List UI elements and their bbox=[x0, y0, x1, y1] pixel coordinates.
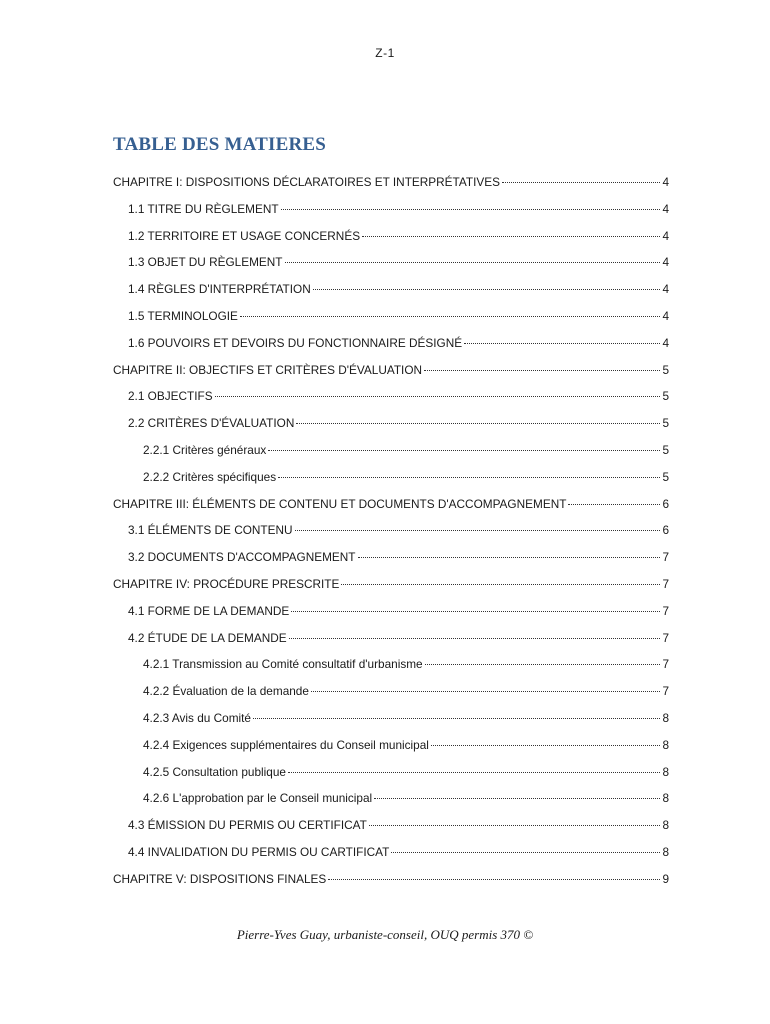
toc-entry[interactable] bbox=[113, 519, 669, 546]
toc-entry[interactable] bbox=[113, 734, 669, 761]
toc-dot-leader bbox=[291, 611, 660, 612]
toc-entry[interactable] bbox=[113, 493, 669, 520]
toc-dot-leader bbox=[268, 450, 660, 451]
toc-dot-leader bbox=[502, 182, 660, 183]
toc-dot-leader bbox=[288, 772, 660, 773]
toc-entry-label: 4.1 FORME DE LA DEMANDE bbox=[128, 603, 290, 618]
toc-dot-leader bbox=[341, 584, 660, 585]
toc-entry-label: CHAPITRE IV: PROCÉDURE PRESCRITE bbox=[113, 576, 340, 591]
toc-entry[interactable] bbox=[113, 278, 669, 305]
toc-entry-label: 4.2 ÉTUDE DE LA DEMANDE bbox=[128, 630, 287, 645]
toc-entry-page-number: 5 bbox=[662, 469, 669, 484]
toc-entry-label: 4.2.5 Consultation publique bbox=[143, 764, 286, 779]
toc-entry-label: 1.6 POUVOIRS ET DEVOIRS DU FONCTIONNAIRE DÉSIGNÉ bbox=[128, 335, 463, 350]
toc-entry[interactable] bbox=[113, 787, 669, 814]
toc-entry[interactable] bbox=[113, 385, 669, 412]
toc-dot-leader bbox=[253, 718, 660, 719]
toc-dot-leader bbox=[369, 825, 661, 826]
toc-dot-leader bbox=[311, 691, 661, 692]
toc-title: TABLE DES MATIERES bbox=[113, 134, 327, 155]
toc-entry[interactable] bbox=[113, 466, 669, 493]
toc-entry[interactable] bbox=[113, 332, 669, 359]
toc-dot-leader bbox=[431, 745, 661, 746]
toc-entry-page-number: 7 bbox=[662, 550, 669, 565]
toc-entry-page-number: 4 bbox=[662, 335, 669, 350]
toc-entry[interactable] bbox=[113, 412, 669, 439]
toc-dot-leader bbox=[424, 370, 660, 371]
toc-entry[interactable] bbox=[113, 171, 669, 198]
toc-entry-page-number: 7 bbox=[662, 603, 669, 618]
toc-entry-label: CHAPITRE V: DISPOSITIONS FINALES bbox=[113, 871, 327, 886]
page-header: Z-1 bbox=[375, 46, 395, 60]
toc-entry[interactable] bbox=[113, 841, 669, 868]
toc-dot-leader bbox=[215, 396, 661, 397]
toc-entry-label: 2.2 CRITÈRES D'ÉVALUATION bbox=[128, 416, 295, 431]
toc-entry-page-number: 8 bbox=[662, 791, 669, 806]
toc-entry-page-number: 6 bbox=[662, 523, 669, 538]
toc-entry-label: 1.3 OBJET DU RÈGLEMENT bbox=[128, 255, 283, 270]
toc-dot-leader bbox=[362, 236, 660, 237]
toc-entry-page-number: 7 bbox=[662, 657, 669, 672]
toc-dot-leader bbox=[374, 798, 660, 799]
toc-entry-label: 4.2.4 Exigences supplémentaires du Conseil municipal bbox=[143, 737, 429, 752]
toc-entry[interactable] bbox=[113, 653, 669, 680]
toc-entry-label: CHAPITRE I: DISPOSITIONS DÉCLARATOIRES ET INTERPRÉTATIVES bbox=[113, 175, 500, 189]
toc-entry-page-number: 5 bbox=[662, 389, 669, 404]
toc-entry-page-number: 6 bbox=[662, 496, 669, 511]
toc-entry-page-number: 4 bbox=[662, 255, 669, 270]
toc-entry-label: 4.2.6 L'approbation par le Conseil municipal bbox=[143, 791, 373, 806]
toc-entry-page-number: 8 bbox=[662, 710, 669, 725]
toc-entry-page-number: 7 bbox=[662, 684, 669, 699]
toc-dot-leader bbox=[296, 423, 660, 424]
toc-entry-page-number: 4 bbox=[662, 228, 669, 243]
toc-entry-label: CHAPITRE II: OBJECTIFS ET CRITÈRES D'ÉVALUATION bbox=[113, 362, 423, 377]
toc-entry-page-number: 8 bbox=[662, 818, 669, 833]
toc-entry[interactable] bbox=[113, 814, 669, 841]
toc-entry-page-number: 8 bbox=[662, 844, 669, 859]
toc-entry-label: CHAPITRE III: ÉLÉMENTS DE CONTENU ET DOCUMENTS D'ACCOMPAGNEMENT bbox=[113, 496, 567, 511]
toc-entry-label: 4.2.3 Avis du Comité bbox=[143, 710, 251, 725]
toc-entry-label: 4.3 ÉMISSION DU PERMIS OU CERTIFICAT bbox=[128, 818, 367, 833]
toc-entry-page-number: 5 bbox=[662, 362, 669, 377]
toc-dot-leader bbox=[464, 343, 660, 344]
toc-entry-page-number: 7 bbox=[662, 576, 669, 591]
toc-dot-leader bbox=[240, 316, 661, 317]
toc-entry[interactable] bbox=[113, 305, 669, 332]
toc-entry-page-number: 8 bbox=[662, 737, 669, 752]
toc-entry-page-number: 4 bbox=[662, 201, 669, 216]
toc-dot-leader bbox=[425, 664, 661, 665]
toc-entry-page-number: 4 bbox=[662, 175, 669, 189]
toc-entry-label: 4.4 INVALIDATION DU PERMIS OU CARTIFICAT bbox=[128, 844, 390, 859]
toc-entry[interactable] bbox=[113, 546, 669, 573]
toc-entry-page-number: 5 bbox=[662, 416, 669, 431]
toc-entry-page-number: 4 bbox=[662, 282, 669, 297]
toc-entry[interactable] bbox=[113, 761, 669, 788]
toc-entry[interactable] bbox=[113, 573, 669, 600]
toc-entry-label: 4.2.1 Transmission au Comité consultatif d'urbanisme bbox=[143, 657, 423, 672]
toc-dot-leader bbox=[358, 557, 661, 558]
toc-entry[interactable] bbox=[113, 707, 669, 734]
toc-entry-label: 2.1 OBJECTIFS bbox=[128, 389, 213, 404]
toc-entry-page-number: 5 bbox=[662, 442, 669, 457]
toc-entry[interactable] bbox=[113, 359, 669, 386]
toc-dot-leader bbox=[289, 638, 661, 639]
toc-dot-leader bbox=[568, 504, 660, 505]
toc-dot-leader bbox=[285, 262, 661, 263]
page-footer: Pierre-Yves Guay, urbaniste-conseil, OUQ permis 370 © bbox=[236, 927, 534, 942]
toc-entry[interactable] bbox=[113, 198, 669, 225]
toc-entry[interactable] bbox=[113, 868, 669, 895]
toc-entry-page-number: 8 bbox=[662, 764, 669, 779]
toc-entry-label: 1.4 RÈGLES D'INTERPRÉTATION bbox=[128, 282, 311, 297]
toc-entry-page-number: 7 bbox=[662, 630, 669, 645]
toc-dot-leader bbox=[295, 530, 661, 531]
toc-entry[interactable] bbox=[113, 600, 669, 627]
toc-entry-page-number: 9 bbox=[662, 871, 669, 886]
toc-dot-leader bbox=[391, 852, 660, 853]
toc-dot-leader bbox=[281, 209, 661, 210]
toc-entry-label: 3.1 ÉLÉMENTS DE CONTENU bbox=[128, 523, 293, 538]
toc-dot-leader bbox=[278, 477, 660, 478]
toc-entry[interactable] bbox=[113, 251, 669, 278]
toc-entry-label: 2.2.1 Critères généraux bbox=[143, 442, 267, 457]
toc-entry[interactable] bbox=[113, 439, 669, 466]
toc-dot-leader bbox=[328, 879, 660, 880]
toc-dot-leader bbox=[313, 289, 661, 290]
toc-entry[interactable] bbox=[113, 680, 669, 707]
toc-entry-label: 3.2 DOCUMENTS D'ACCOMPAGNEMENT bbox=[128, 550, 356, 565]
toc-entry-label: 1.2 TERRITOIRE ET USAGE CONCERNÉS bbox=[128, 228, 361, 243]
toc-entry-label: 2.2.2 Critères spécifiques bbox=[143, 469, 277, 484]
toc-entry-label: 4.2.2 Évaluation de la demande bbox=[143, 684, 309, 699]
toc-entry[interactable] bbox=[113, 225, 669, 252]
toc-entry-page-number: 4 bbox=[662, 308, 669, 323]
toc-entry-label: 1.1 TITRE DU RÈGLEMENT bbox=[128, 201, 279, 216]
toc-entry-label: 1.5 TERMINOLOGIE bbox=[128, 308, 238, 323]
toc-list bbox=[113, 171, 669, 895]
toc-entry[interactable] bbox=[113, 627, 669, 654]
